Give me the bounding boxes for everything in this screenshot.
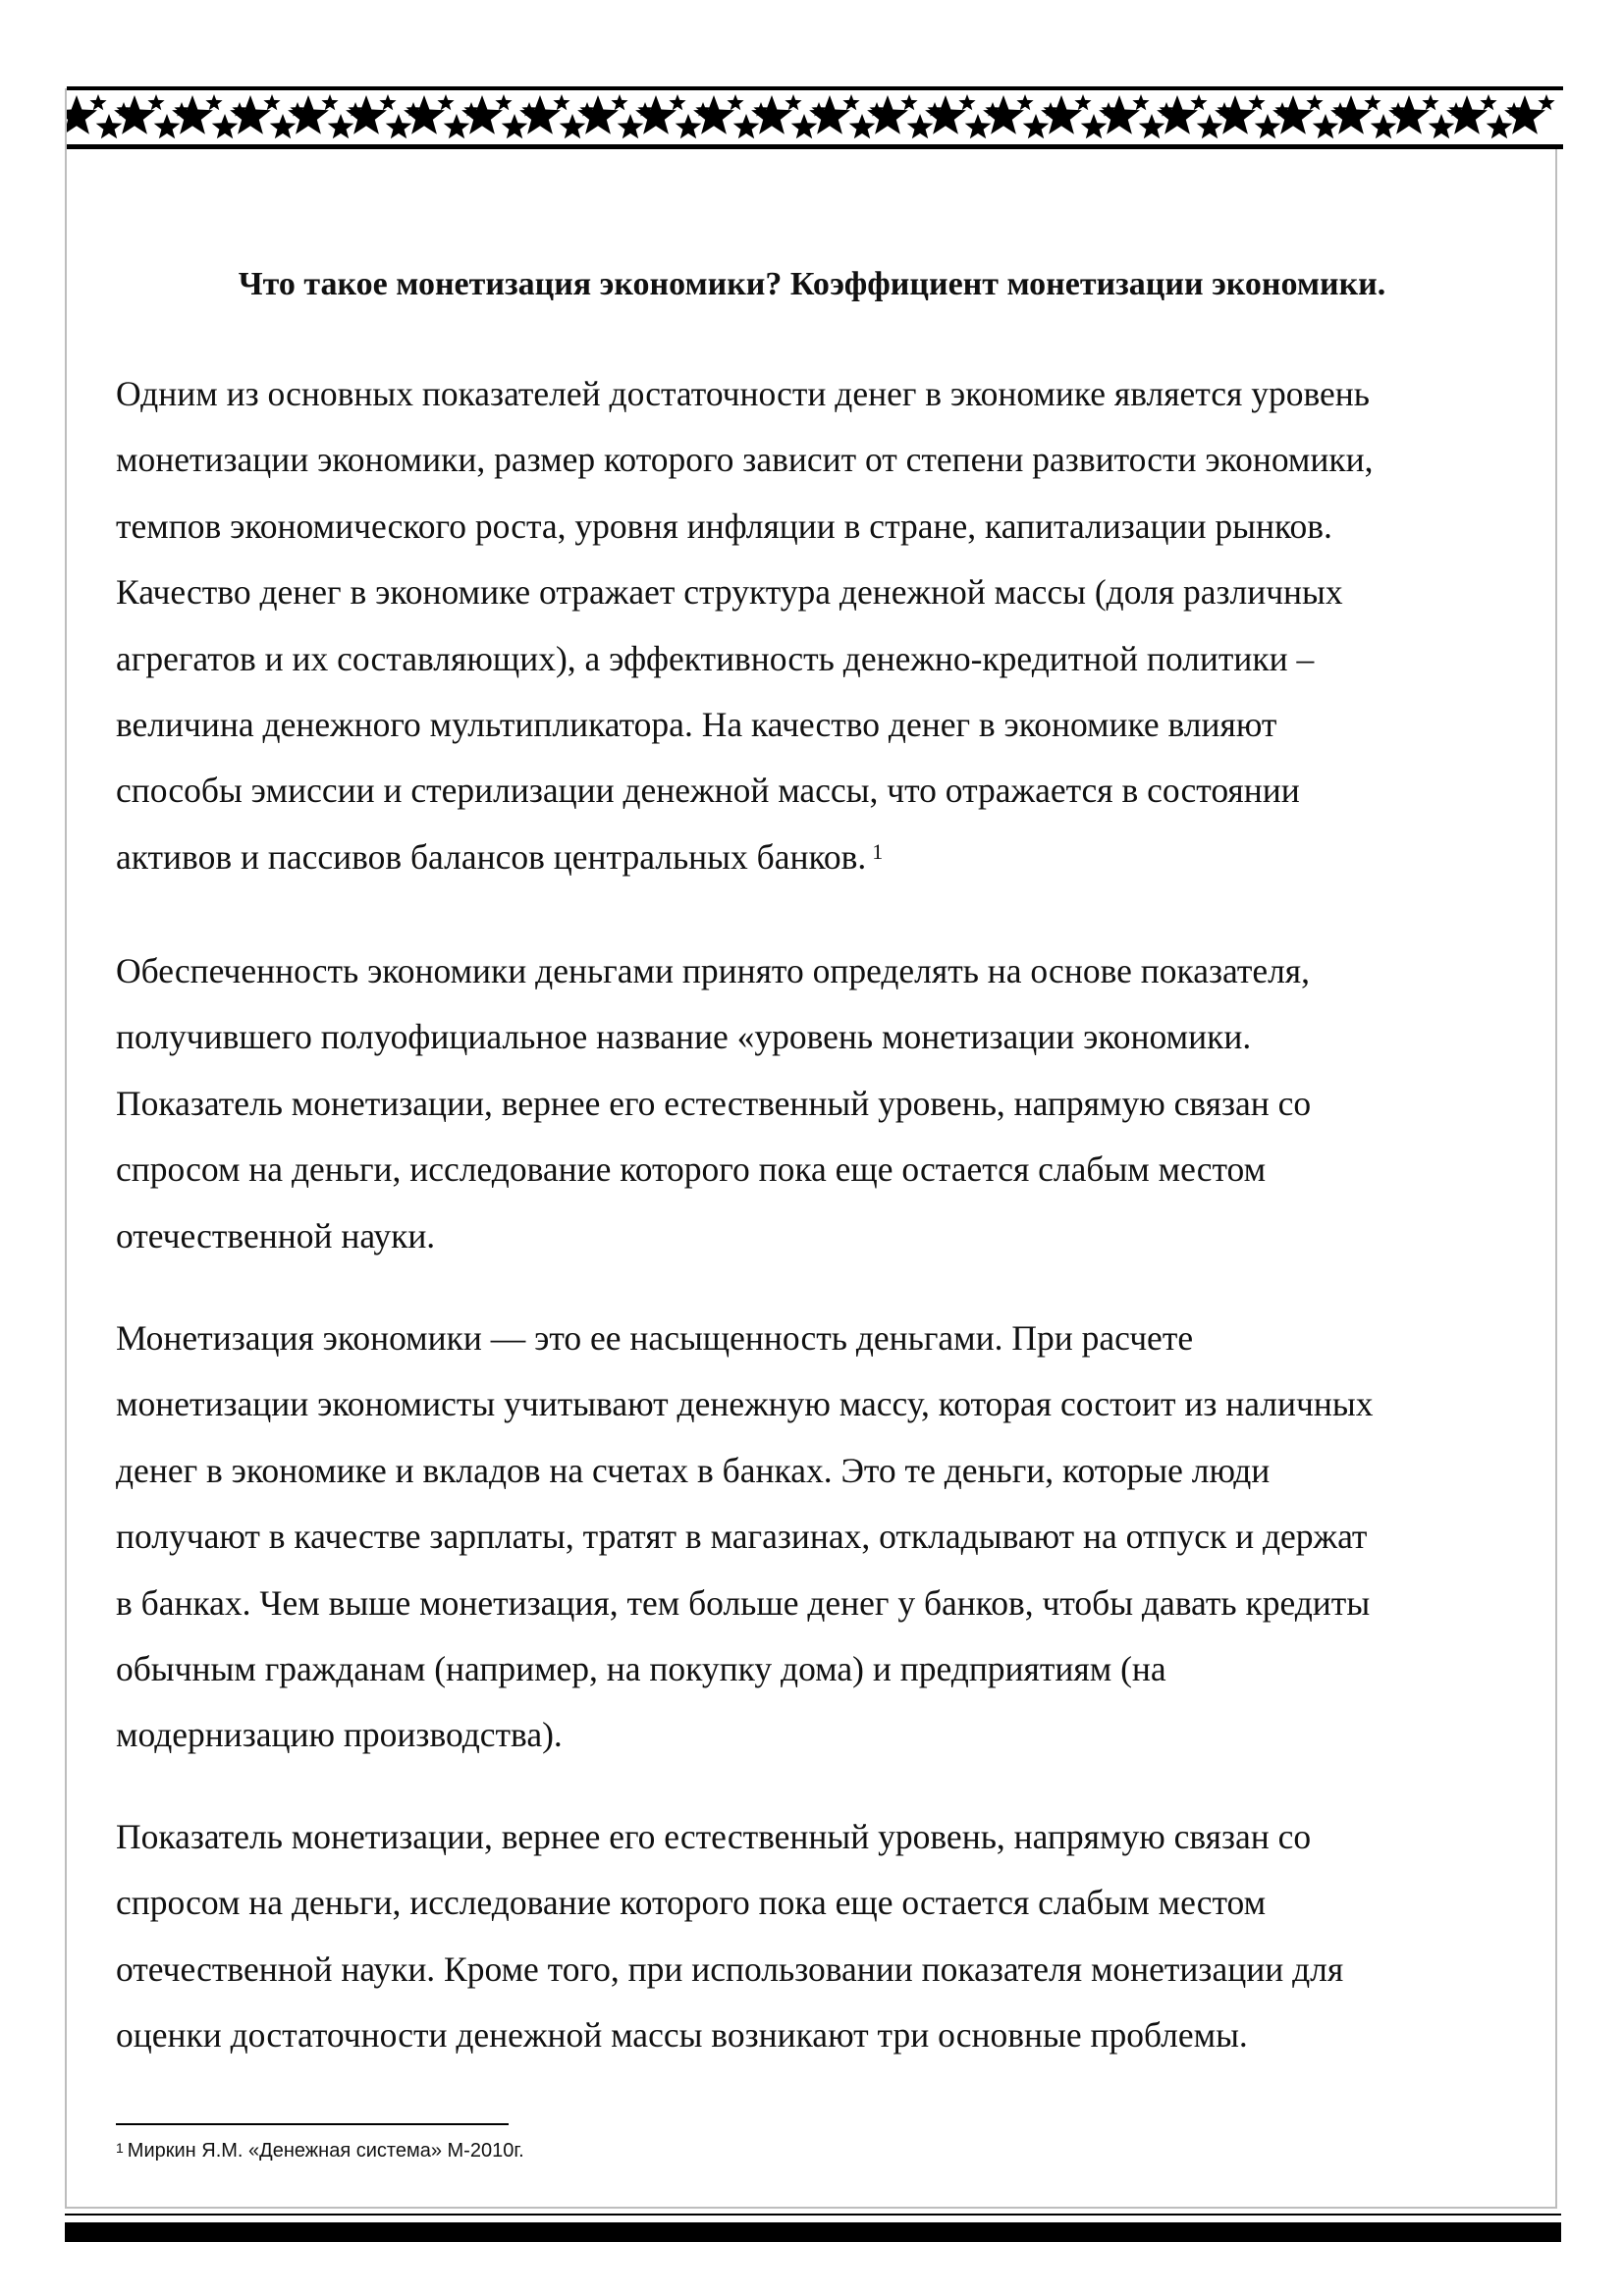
star-icon [1016,94,1033,110]
star-icon [96,114,123,138]
star-icon [437,94,454,110]
star-icon [1480,94,1496,110]
star-icon [1538,94,1554,110]
text-line: темпов экономического роста, уровня инфляции в стране, капитализации рынков. [116,506,1332,546]
text-line: Качество денег в экономике отражает структура денежной массы (доля различных [116,572,1343,613]
stars-icon [67,90,1563,144]
star-icon [89,94,106,110]
text-line: в банках. Чем выше монетизация, тем больше денег у банков, чтобы давать кредиты [116,1582,1371,1623]
star-icon [444,114,470,138]
star-icon [154,114,181,138]
star-icon [1306,94,1323,110]
text-line: оценки достаточности денежной массы возникают три основные проблемы. [116,2015,1248,2056]
footnote-reference[interactable]: 1 [872,838,884,864]
text-line: величина денежного мультипликатора. На качество денег в экономике влияют [116,705,1277,745]
star-icon [1074,94,1091,110]
text-line: Обеспеченность экономики деньгами принято определять на основе показателя, [116,951,1311,990]
star-icon [842,94,859,110]
paragraph-1 [116,361,1530,890]
paragraph-2 [116,938,1530,1269]
star-icon [1132,94,1149,110]
document-title: Что такое монетизация экономики? Коэффициент монетизации экономики. [238,266,1386,302]
star-icon [379,94,396,110]
star-icon [270,114,297,138]
star-icon [212,114,239,138]
text-line: монетизации экономики, размер которого зависит от степени развитости экономики, [116,440,1374,480]
text-line: Одним из основных показателей достаточности денег в экономике является уровень [116,374,1370,413]
star-icon [965,114,992,138]
text-line: Монетизация экономики — это ее насыщенность деньгами. При расчете [116,1318,1194,1358]
text-line: Показатель монетизации, вернее его естественный уровень, напрямую связан со [116,1083,1312,1123]
text-line-content: активов и пассивов балансов центральных банков. [116,836,867,877]
star-icon [785,94,801,110]
footnote-number: 1 [116,2140,124,2156]
star-icon [958,94,975,110]
bottom-border-thin [65,2214,1561,2216]
star-icon [1364,94,1380,110]
text-line: спросом на деньги, исследование которого пока еще остается слабым местом [116,1883,1267,1923]
text-line: модернизацию производства). [116,1715,563,1755]
star-icon [1248,94,1265,110]
star-icon [1487,114,1513,138]
star-icon [1422,94,1438,110]
star-icon [205,94,222,110]
star-icon [1255,114,1281,138]
star-icon [1190,94,1207,110]
star-icon [147,94,164,110]
text-line-last [116,825,1530,890]
text-line: способы эмиссии и стерилизации денежной массы, что отражается в состоянии [116,771,1300,811]
star-border-decoration [67,86,1563,149]
star-icon [1197,114,1223,138]
star-icon [1429,114,1455,138]
star-icon [611,94,627,110]
text-line: денег в экономике и вкладов на счетах в банках. Это те деньги, которые люди [116,1450,1271,1490]
star-icon [386,114,412,138]
star-icon [791,114,818,138]
star-icon [1081,114,1108,138]
star-icon [900,94,917,110]
text-line: монетизации экономисты учитывают денежную массу, которая состоит из наличных [116,1384,1374,1424]
star-icon [849,114,876,138]
star-icon [502,114,528,138]
star-icon [1313,114,1339,138]
star-icon [907,114,934,138]
star-icon [495,94,512,110]
star-icon [553,94,569,110]
text-line: обычным гражданам (например, на покупку дома) и предприятиям (на [116,1649,1166,1689]
text-line: отечественной науки. [116,1215,436,1255]
star-icon [676,114,702,138]
footnote-separator [116,2123,509,2125]
star-icon [1139,114,1165,138]
star-icon [733,114,760,138]
star-icon [328,114,354,138]
star-icon [1371,114,1397,138]
star-icon [263,94,280,110]
footnote-text: Миркин Я.М. «Денежная система» М-2010г. [127,2140,524,2162]
star-icon [618,114,644,138]
star-icon [669,94,685,110]
text-line: получают в качестве зарплаты, тратят в магазинах, откладывают на отпуск и держат [116,1517,1368,1557]
bottom-border-bar [65,2222,1561,2242]
footnote [116,2138,524,2163]
star-icon [1023,114,1050,138]
text-line: получившего полуофициальное название «уровень монетизации экономики. [116,1017,1252,1057]
text-line: спросом на деньги, исследование которого пока еще остается слабым местом [116,1149,1267,1190]
text-line: Показатель монетизации, вернее его естественный уровень, напрямую связан со [116,1817,1312,1856]
paragraph-4 [116,1804,1530,2069]
text-line: агрегатов и их составляющих), а эффективность денежно-кредитной политики – [116,638,1315,678]
paragraph-3 [116,1306,1530,1769]
star-icon [560,114,586,138]
text-line: отечественной науки. Кроме того, при использовании показателя монетизации для [116,1949,1344,1989]
star-icon [321,94,338,110]
star-icon [727,94,743,110]
